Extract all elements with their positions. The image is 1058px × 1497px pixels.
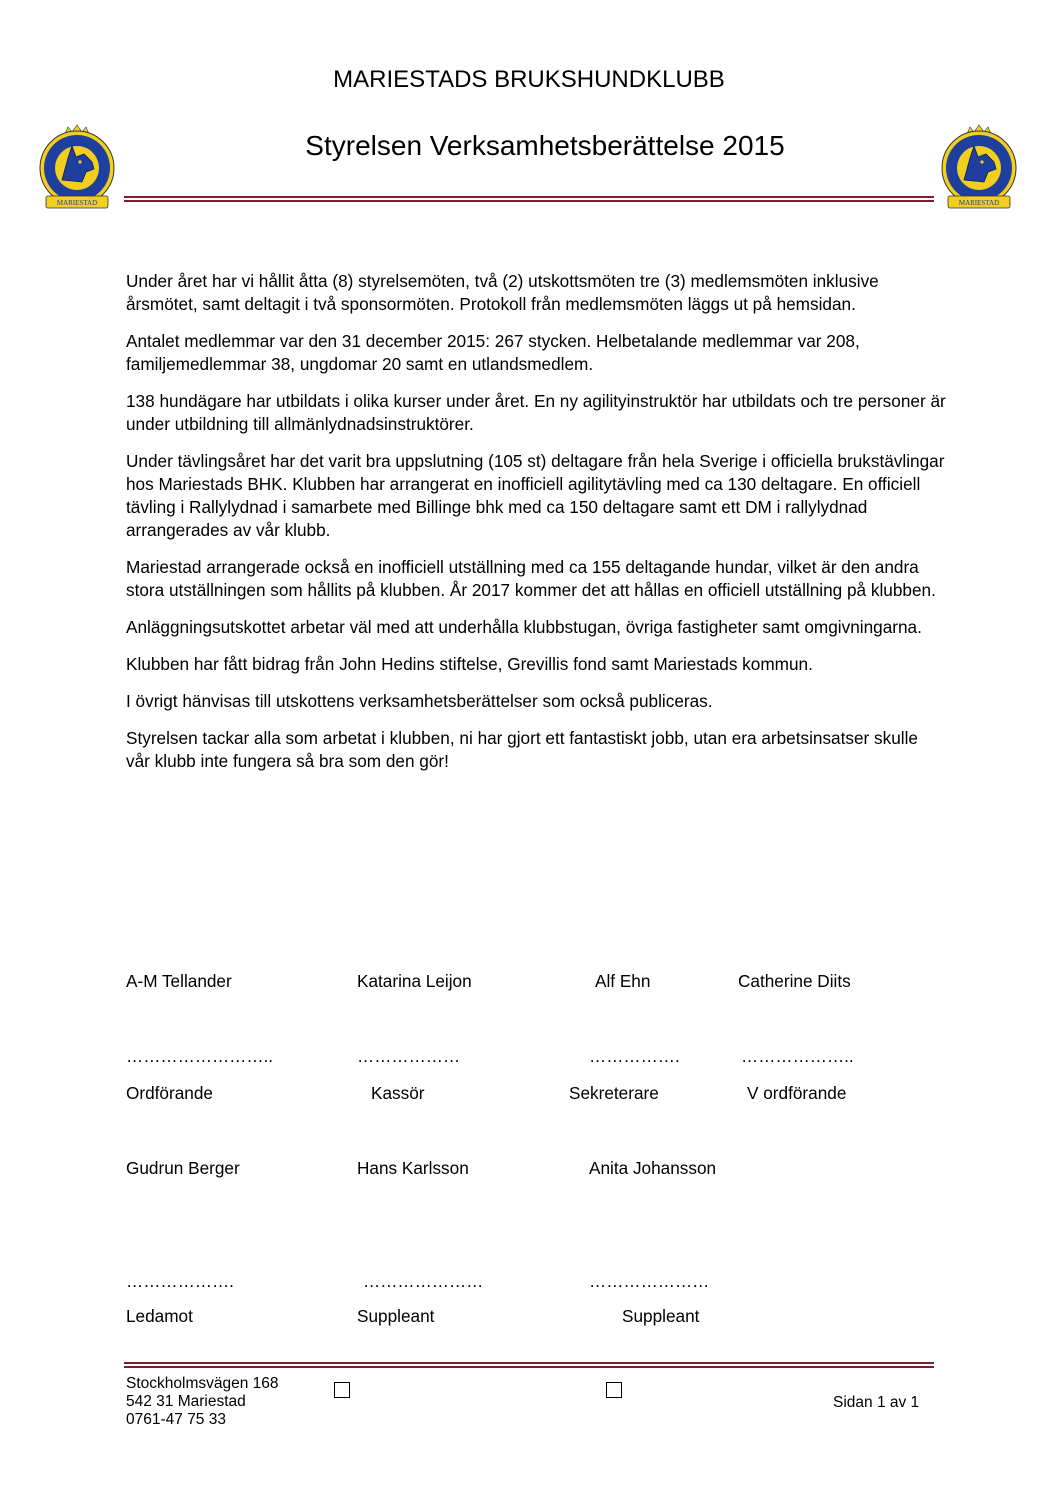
phone-number: 0761-47 75 33 bbox=[126, 1411, 226, 1428]
footer-rule-top bbox=[124, 1362, 934, 1364]
report-body bbox=[126, 270, 946, 787]
signer-name: Gudrun Berger bbox=[126, 1158, 240, 1178]
logo-banner-text: MARIESTAD bbox=[958, 199, 1000, 207]
signer-name: Catherine Diits bbox=[738, 971, 851, 991]
signer-role: Suppleant bbox=[622, 1306, 700, 1326]
signature-line: ……………… bbox=[357, 1046, 461, 1066]
header-rule-top bbox=[124, 196, 934, 198]
paragraph: 138 hundägare har utbildats i olika kurser under året. En ny agilityinstruktör har utbildats och tre personer är under utbildning till allmänlydnadsinstruktörer. bbox=[126, 391, 946, 434]
signer-role: Ledamot bbox=[126, 1306, 193, 1326]
dog-emblem-icon bbox=[934, 124, 1024, 214]
document-title: Styrelsen Verksamhetsberättelse 2015 bbox=[305, 130, 785, 161]
signer-role: Kassör bbox=[371, 1083, 425, 1103]
club-name: MARIESTADS BRUKSHUNDKLUBB bbox=[333, 66, 725, 93]
signer-name: Katarina Leijon bbox=[357, 971, 472, 991]
signature-line: ……………….. bbox=[741, 1046, 854, 1066]
signer-name: Hans Karlsson bbox=[357, 1158, 469, 1178]
dog-eye bbox=[78, 160, 81, 163]
paragraph: Styrelsen tackar alla som arbetat i klubben, ni har gjort ett fantastiskt jobb, utan era arbetsinsatser skulle vår klubb inte fungera så bra som den gör! bbox=[126, 728, 918, 771]
signature-line: ………………. bbox=[126, 1271, 234, 1291]
signature-line: ………………… bbox=[363, 1271, 484, 1291]
signer-role: Sekreterare bbox=[569, 1083, 659, 1103]
paragraph: Mariestad arrangerade också en inofficiell utställning med ca 155 deltagande hundar, vilket är den andra stora utställningen som hållits på klubben. År 2017 kommer det att hållas en officiell utställning på klubben. bbox=[126, 557, 936, 600]
paragraph: Anläggningsutskottet arbetar väl med att underhålla klubbstugan, övriga fastigheter samt omgivningarna. bbox=[126, 617, 922, 637]
footer-checkbox bbox=[606, 1382, 622, 1398]
logo-banner-text: MARIESTAD bbox=[56, 199, 98, 207]
signer-name: Anita Johansson bbox=[589, 1158, 717, 1178]
footer-checkbox bbox=[334, 1382, 350, 1398]
header-rule-bottom bbox=[124, 200, 934, 202]
signer-role: Suppleant bbox=[357, 1306, 435, 1326]
address-postal: 542 31 Mariestad bbox=[126, 1393, 246, 1410]
signature-line: …………………….. bbox=[126, 1046, 274, 1066]
dog-eye bbox=[980, 160, 983, 163]
paragraph: Under tävlingsåret har det varit bra uppslutning (105 st) deltagare från hela Sverige i officiella brukstävlingar hos Mariestads BHK. Klubben har arrangerat en inofficiell agilitytävling med ca 130 deltagare. En officiell tävling i Rallylydnad i samarbete med Billinge bhk med ca 150 deltagare samt ett DM i rallylydnad arrangerades av vår klubb. bbox=[126, 451, 945, 540]
paragraph: Klubben har fått bidrag från John Hedins stiftelse, Grevillis fond samt Mariestads kommun. bbox=[126, 654, 813, 674]
signer-role: Ordförande bbox=[126, 1083, 213, 1103]
footer-address bbox=[126, 1375, 279, 1429]
signature-line: ……………. bbox=[589, 1046, 680, 1066]
paragraph: Antalet medlemmar var den 31 december 2015: 267 stycken. Helbetalande medlemmar var 208, familjemedlemmar 38, ungdomar 20 samt en utlandsmedlem. bbox=[126, 331, 860, 374]
dog-emblem-icon bbox=[32, 124, 122, 214]
paragraph: I övrigt hänvisas till utskottens verksamhetsberättelser som också publiceras. bbox=[126, 691, 713, 711]
paragraph: Under året har vi hållit åtta (8) styrelsemöten, två (2) utskottsmöten tre (3) medlemsmöten inklusive årsmötet, samt deltagit i två sponsormöten. Protokoll från medlemsmöten läggs ut på hemsidan. bbox=[126, 271, 879, 314]
signature-line: ………………… bbox=[589, 1271, 710, 1291]
address-street: Stockholmsvägen 168 bbox=[126, 1375, 279, 1392]
footer-rule-bottom bbox=[124, 1366, 934, 1368]
signer-name: Alf Ehn bbox=[595, 971, 651, 991]
signer-name: A-M Tellander bbox=[126, 971, 232, 991]
page-number: Sidan 1 av 1 bbox=[833, 1394, 920, 1411]
signer-role: V ordförande bbox=[747, 1083, 847, 1103]
